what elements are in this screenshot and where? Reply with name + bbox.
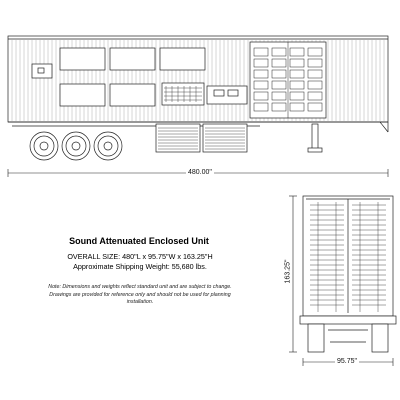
height-dimension-label: 163.25" (284, 259, 292, 284)
louver-panel (110, 84, 155, 106)
shipping-weight-text: Approximate Shipping Weight: 55,680 lbs. (73, 262, 207, 271)
landing-gear (312, 124, 318, 150)
louver-panel (110, 48, 155, 70)
electrical-panel (162, 83, 204, 105)
drawing-title: Sound Attenuated Enclosed Unit (69, 236, 209, 246)
width-dimension-label: 95.75" (337, 358, 358, 365)
rear-view-trailer (300, 196, 396, 352)
rear-wheel-left (308, 324, 324, 352)
louver-panel (160, 48, 205, 70)
overall-size-text: OVERALL SIZE: 480"L x 95.75"W x 163.25"H (67, 252, 213, 261)
disclaimer-note: Note: Dimensions and weights reflect standard unit and are subject to change. Drawings are provided for reference only and should not be used for planning installation. (48, 284, 232, 306)
louver-panel (60, 48, 105, 70)
access-door (207, 86, 247, 104)
louver-panel (60, 84, 105, 106)
rear-wheel-right (372, 324, 388, 352)
length-dimension-label: 480.00" (188, 169, 212, 176)
side-view-trailer (8, 36, 388, 160)
